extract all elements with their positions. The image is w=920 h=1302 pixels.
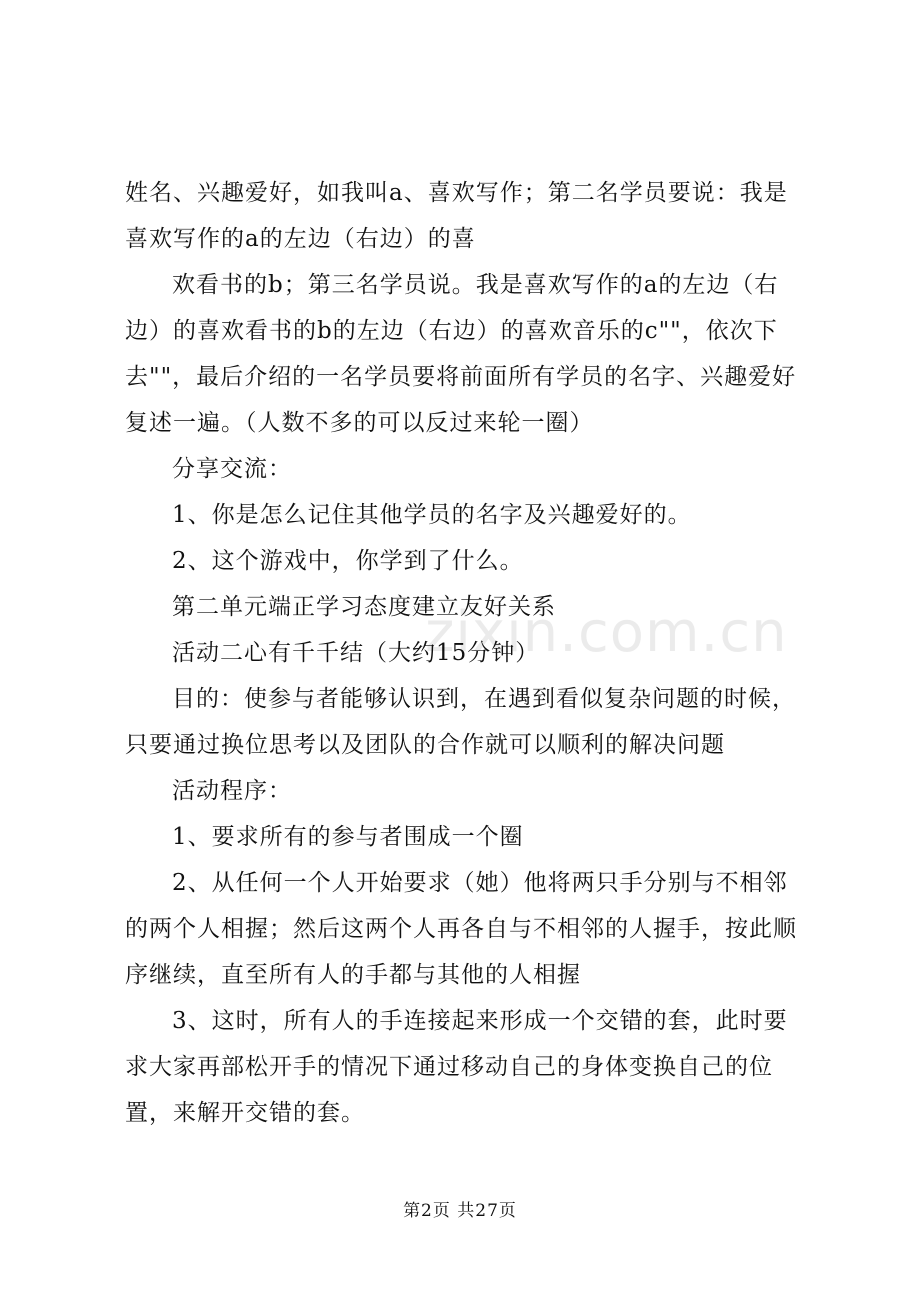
section-label: 分享交流： xyxy=(172,456,292,482)
paragraph-line: 置，来解开交错的套。 xyxy=(125,1100,365,1126)
paragraph-line: 去""，最后介绍的一名学员要将前面所有学员的名字、兴趣爱好 xyxy=(125,364,797,390)
page-number-footer: 第2页 共27页 xyxy=(403,1201,517,1221)
paragraph-line: 的两个人相握；然后这两个人再各自与不相邻的人握手，按此顺 xyxy=(125,916,797,942)
section-label: 活动程序： xyxy=(172,778,292,804)
paragraph-line: 序继续，直至所有人的手都与其他的人相握 xyxy=(125,962,581,988)
list-item: 3、这时，所有人的手连接起来形成一个交错的套，此时要 xyxy=(172,1008,788,1034)
watermark: zixin.com.cn xyxy=(425,600,788,665)
paragraph-line: 欢看书的b；第三名学员说。我是喜欢写作的a的左边（右 xyxy=(172,272,779,298)
list-item: 1、要求所有的参与者围成一个圈 xyxy=(172,824,524,850)
list-item: 2、从任何一个人开始要求（她）他将两只手分别与不相邻 xyxy=(172,870,788,896)
activity-heading: 活动二心有千千结（大约15分钟） xyxy=(172,640,540,666)
paragraph-line: 复述一遍。（人数不多的可以反过来轮一圈） xyxy=(125,410,594,436)
paragraph-line: 边）的喜欢看书的b的左边（右边）的喜欢音乐的c""，依次下 xyxy=(125,318,778,344)
paragraph-line: 喜欢写作的a的左边（右边）的喜 xyxy=(125,226,476,252)
paragraph-line: 姓名、兴趣爱好，如我叫a、喜欢写作；第二名学员要说：我是 xyxy=(125,180,788,206)
list-item: 2、这个游戏中，你学到了什么。 xyxy=(172,548,524,574)
paragraph-line: 求大家再部松开手的情况下通过移动自己的身体变换自己的位 xyxy=(125,1054,773,1080)
unit-heading: 第二单元端正学习态度建立友好关系 xyxy=(172,594,556,620)
list-item: 1、你是怎么记住其他学员的名字及兴趣爱好的。 xyxy=(172,502,692,528)
paragraph-line: 只要通过换位思考以及团队的合作就可以顺利的解决问题 xyxy=(125,732,725,758)
paragraph-line: 目的：使参与者能够认识到，在遇到看似复杂问题的时候， xyxy=(172,686,796,712)
